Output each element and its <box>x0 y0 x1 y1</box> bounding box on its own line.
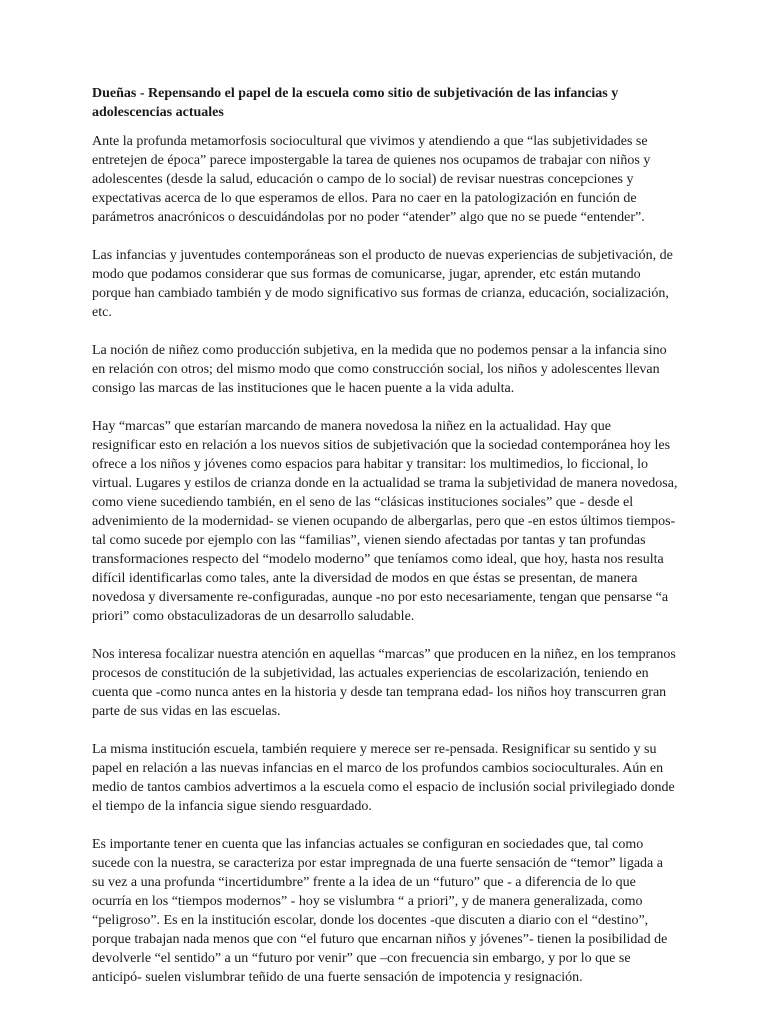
paragraph-5: Nos interesa focalizar nuestra atención en aquellas “marcas” que producen en la niñez, en los tempranos procesos de constitución de la subjetividad, las actuales experiencias de escolarización, teniendo en cuenta que -como nunca antes en la historia y desde tan temprana edad- los niños hoy transcurren gran parte de sus vidas en las escuelas. <box>92 647 676 719</box>
paragraph-1: Ante la profunda metamorfosis sociocultural que vivimos y atendiendo a que “las subjetividades se entretejen de época” parece impostergable la tarea de quienes nos ocupamos de trabajar con niños y adolescentes (desde la salud, educación o campo de lo social) de revisar nuestras concepciones y expectativas acerca de lo que esperamos de ellos. Para no caer en la patologización en función de parámetros anacrónicos o descuidándolas por no poder “atender” algo que no se puede “entender”. <box>92 134 651 225</box>
document-page <box>92 84 678 1006</box>
document-title: Dueñas - Repensando el papel de la escuela como sitio de subjetivación de las infancias y adolescencias actuales <box>92 86 619 120</box>
paragraph-7: Es importante tener en cuenta que las infancias actuales se configuran en sociedades que, tal como sucede con la nuestra, se caracteriza por estar impregnada de una fuerte sensación de “temor” ligada a su vez a una profunda “incertidumbre” frente a la idea de un “futuro” que - a diferencia de lo que ocurría en los “tiempos modernos” - hoy se vislumbra “ a priori”, y de manera generalizada, como “peligroso”. Es en la institución escolar, donde los docentes -que discuten a diario con el “destino”, porque trabajan nada menos que con “el futuro que encarnan niños y jóvenes”- tienen la posibilidad de devolverle “el sentido” a un “futuro por venir” que –con frecuencia sin embargo, y por lo que se anticipó- suelen vislumbrar teñido de una fuerte sensación de impotencia y resignación. <box>92 837 668 985</box>
paragraph-2: Las infancias y juventudes contemporáneas son el producto de nuevas experiencias de subjetivación, de modo que podamos considerar que sus formas de comunicarse, jugar, aprender, etc están mutando porque han cambiado también y de modo significativo sus formas de crianza, educación, socialización, etc. <box>92 248 673 320</box>
paragraph-3: La noción de niñez como producción subjetiva, en la medida que no podemos pensar a la infancia sino en relación con otros; del mismo modo que como construcción social, los niños y adolescentes llevan consigo las marcas de las instituciones que le hacen puente a la vida adulta. <box>92 343 667 396</box>
paragraph-6: La misma institución escuela, también requiere y merece ser re-pensada. Resignificar su sentido y su papel en relación a las nuevas infancias en el marco de los profundos cambios socioculturales. Aún en medio de tantos cambios advertimos a la escuela como el espacio de inclusión social privilegiado donde el tiempo de la infancia sigue siendo resguardado. <box>92 742 675 814</box>
paragraph-4: Hay “marcas” que estarían marcando de manera novedosa la niñez en la actualidad. Hay que resignificar esto en relación a los nuevos sitios de subjetivación que la sociedad contemporánea hoy les ofrece a los niños y jóvenes como espacios para habitar y transitar: los multimedios, lo ficcional, lo virtual. Lugares y estilos de crianza donde en la actualidad se trama la subjetividad de manera novedosa, como viene sucediendo también, en el seno de las “clásicas instituciones sociales” que - desde el advenimiento de la modernidad- se vienen ocupando de albergarlas, pero que -en estos últimos tiempos- tal como sucede por ejemplo con las “familias”, vienen siendo afectadas por tantas y tan profundas transformaciones respecto del “modelo moderno” que teníamos como ideal, que hoy, hasta nos resulta difícil identificarlas como tales, ante la diversidad de modos en que éstas se presentan, de manera novedosa y diversamente re-configuradas, aunque -no por esto necesariamente, tengan que pensarse “a priori” como obstaculizadoras de un desarrollo saludable. <box>92 419 678 624</box>
